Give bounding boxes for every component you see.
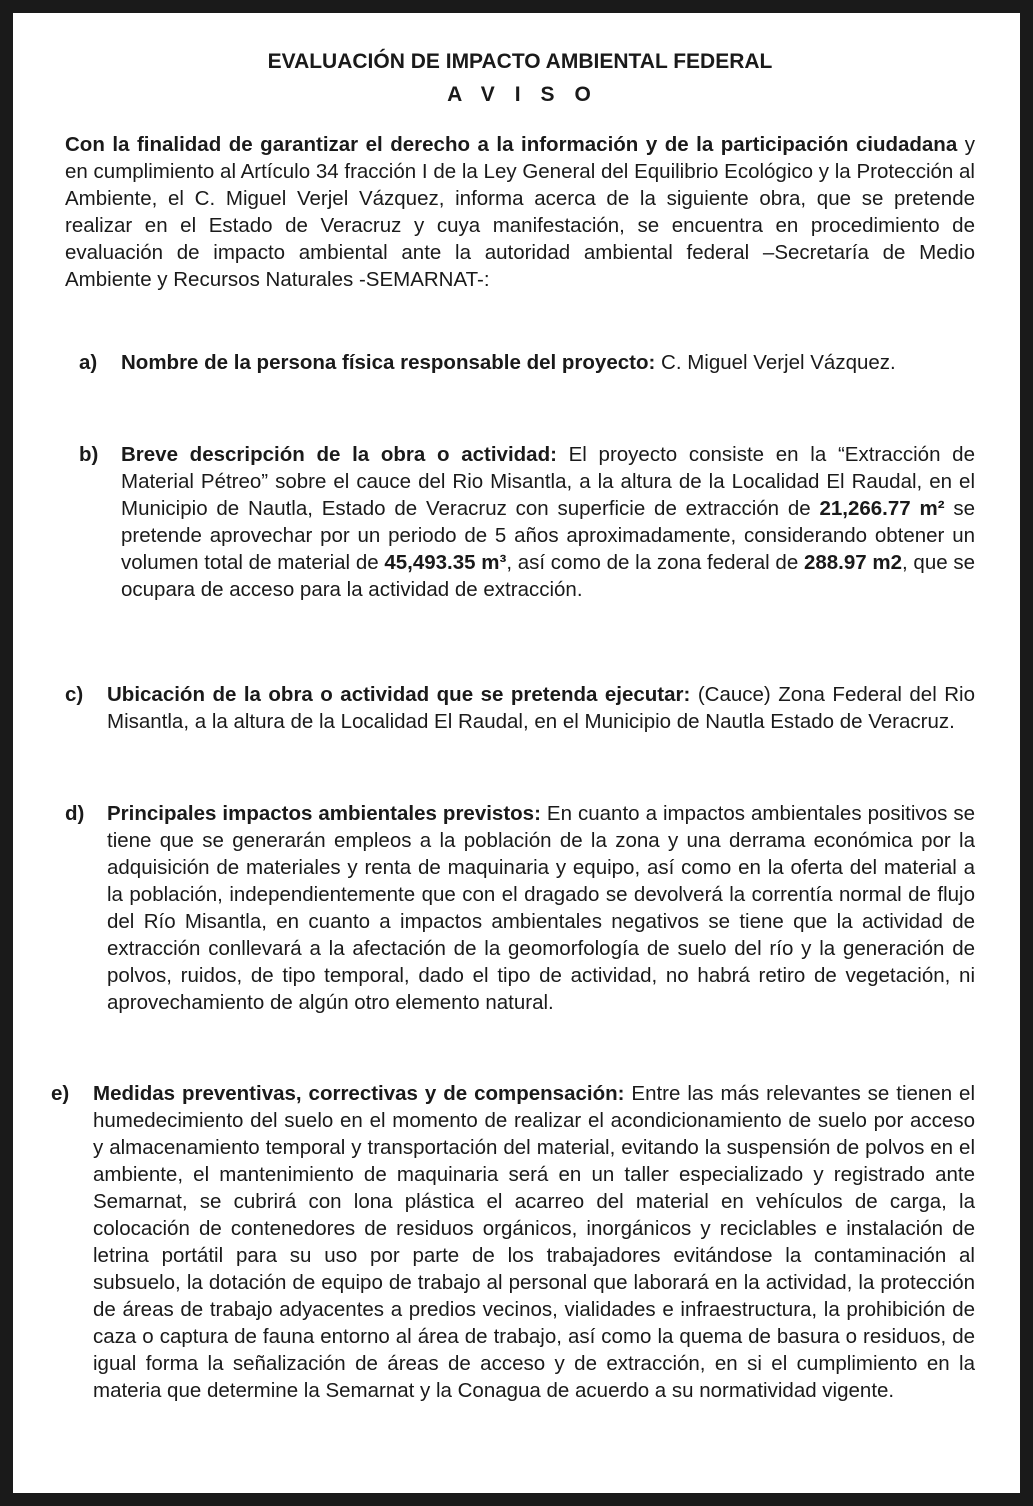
- item-text: (Cauce) Zona Federal del Rio Misantla, a la altura de la Localidad El Raudal, en el Municipio de Nautla Estado de Veracruz.: [107, 683, 975, 733]
- item-text: En cuanto a impactos ambientales positivos se tiene que se generarán empleos a la población de la zona y una derrama económica por la adquisición de materiales y renta de maquinaria y equipo, así como en la oferta del material a la población, independientemente que con el dragado se devolverá la correntía normal de flujo del Río Misantla, en cuanto a impactos ambientales negativos se tiene que la actividad de extracción conllevará a la afectación de la geomorfología de suelo del río y la generación de polvos, ruidos, de tipo temporal, dado el tipo de actividad, no habrá retiro de vegetación, ni aprovechamiento de algún otro elemento natural.: [107, 802, 975, 1014]
- list-item-d: [65, 800, 975, 1050]
- item-text: , que se ocupara de acceso para la actividad de extracción.: [121, 551, 976, 601]
- item-heading: Nombre de la persona física responsable del proyecto:: [121, 351, 656, 374]
- item-letter: e): [51, 1082, 70, 1105]
- item-text: C. Miguel Verjel Vázquez.: [655, 351, 896, 374]
- intro-bold-lead: Con la finalidad de garantizar el derecho a la información y de la participación ciudadana: [65, 133, 958, 156]
- item-heading: Ubicación de la obra o actividad que se pretenda ejecutar:: [107, 683, 691, 706]
- intro-paragraph: [65, 131, 975, 293]
- item-heading: Principales impactos ambientales previstos:: [107, 802, 541, 825]
- document-content: [65, 48, 975, 293]
- item-letter: c): [65, 683, 84, 706]
- item-text: se pretende aprovechar por un periodo de 5 años aproximadamente, considerando obtener un volumen total de material de: [121, 497, 975, 574]
- federal-zone-value: 288.97 m2: [803, 551, 903, 574]
- item-body: [107, 681, 975, 735]
- item-letter: d): [65, 802, 85, 825]
- document-title: EVALUACIÓN DE IMPACTO AMBIENTAL FEDERAL: [267, 50, 773, 73]
- list-item-c: [65, 681, 975, 771]
- item-text: , así como de la zona federal de: [506, 551, 804, 574]
- document-subtitle: AVISO: [447, 83, 611, 106]
- item-body: [107, 800, 975, 1016]
- extraction-area-value: 21,266.77 m²: [819, 497, 945, 520]
- total-volume-value: 45,493.35 m³: [384, 551, 507, 574]
- item-body: [93, 1080, 975, 1404]
- list-item-b: [65, 441, 975, 641]
- item-body: [121, 441, 975, 603]
- list-item-a: [65, 349, 975, 409]
- item-heading: Medidas preventivas, correctivas y de compensación:: [93, 1082, 625, 1105]
- list-item-e: [51, 1080, 975, 1490]
- item-body: [121, 349, 975, 376]
- item-text: Entre las más relevantes se tienen el humedecimiento del suelo en el momento de realizar el acondicionamiento de suelo por acceso y almacenamiento temporal y transportación del material, evitando la suspensión de polvos en el ambiente, el mantenimiento de maquinaria será en un taller especializado y registrado ante Semarnat, se cubrirá con lona plástica el acarreo del material en vehículos de carga, la colocación de contenedores de residuos orgánicos, inorgánicos y reciclables e instalación de letrina portátil para su uso por parte de los trabajadores evitándose la contaminación al subsuelo, la dotación de equipo de trabajo al personal que laborará en la actividad, la protección de áreas de trabajo adyacentes a predios vecinos, vialidades e infraestructura, la prohibición de caza o captura de fauna entorno al área de trabajo, así como la quema de basura o residuos, de igual forma la señalización de áreas de acceso y de extracción, en si el cumplimiento en la materia que determine la Semarnat y la Conagua de acuerdo a su normatividad vigente.: [93, 1082, 976, 1402]
- item-letter: b): [79, 443, 99, 466]
- item-letter: a): [79, 351, 98, 374]
- item-heading: Breve descripción de la obra o actividad:: [121, 443, 557, 466]
- intro-text: y en cumplimiento al Artículo 34 fracción I de la Ley General del Equilibrio Ecológico y la Protección al Ambiente, el C. Miguel Verjel Vázquez, informa acerca de la siguiente obra, que se pretende realizar en el Estado de Veracruz y cuya manifestación, se encuentra en procedimiento de evaluación de impacto ambiental ante la autoridad ambiental federal –Secretaría de Medio Ambiente y Recursos Naturales -SEMARNAT-:: [65, 133, 975, 291]
- item-text: El proyecto consiste en la “Extracción de Material Pétreo” sobre el cauce del Rio Misantla, a la altura de la Localidad El Raudal, en el Municipio de Nautla, Estado de Veracruz con superficie de extracción de: [121, 443, 975, 520]
